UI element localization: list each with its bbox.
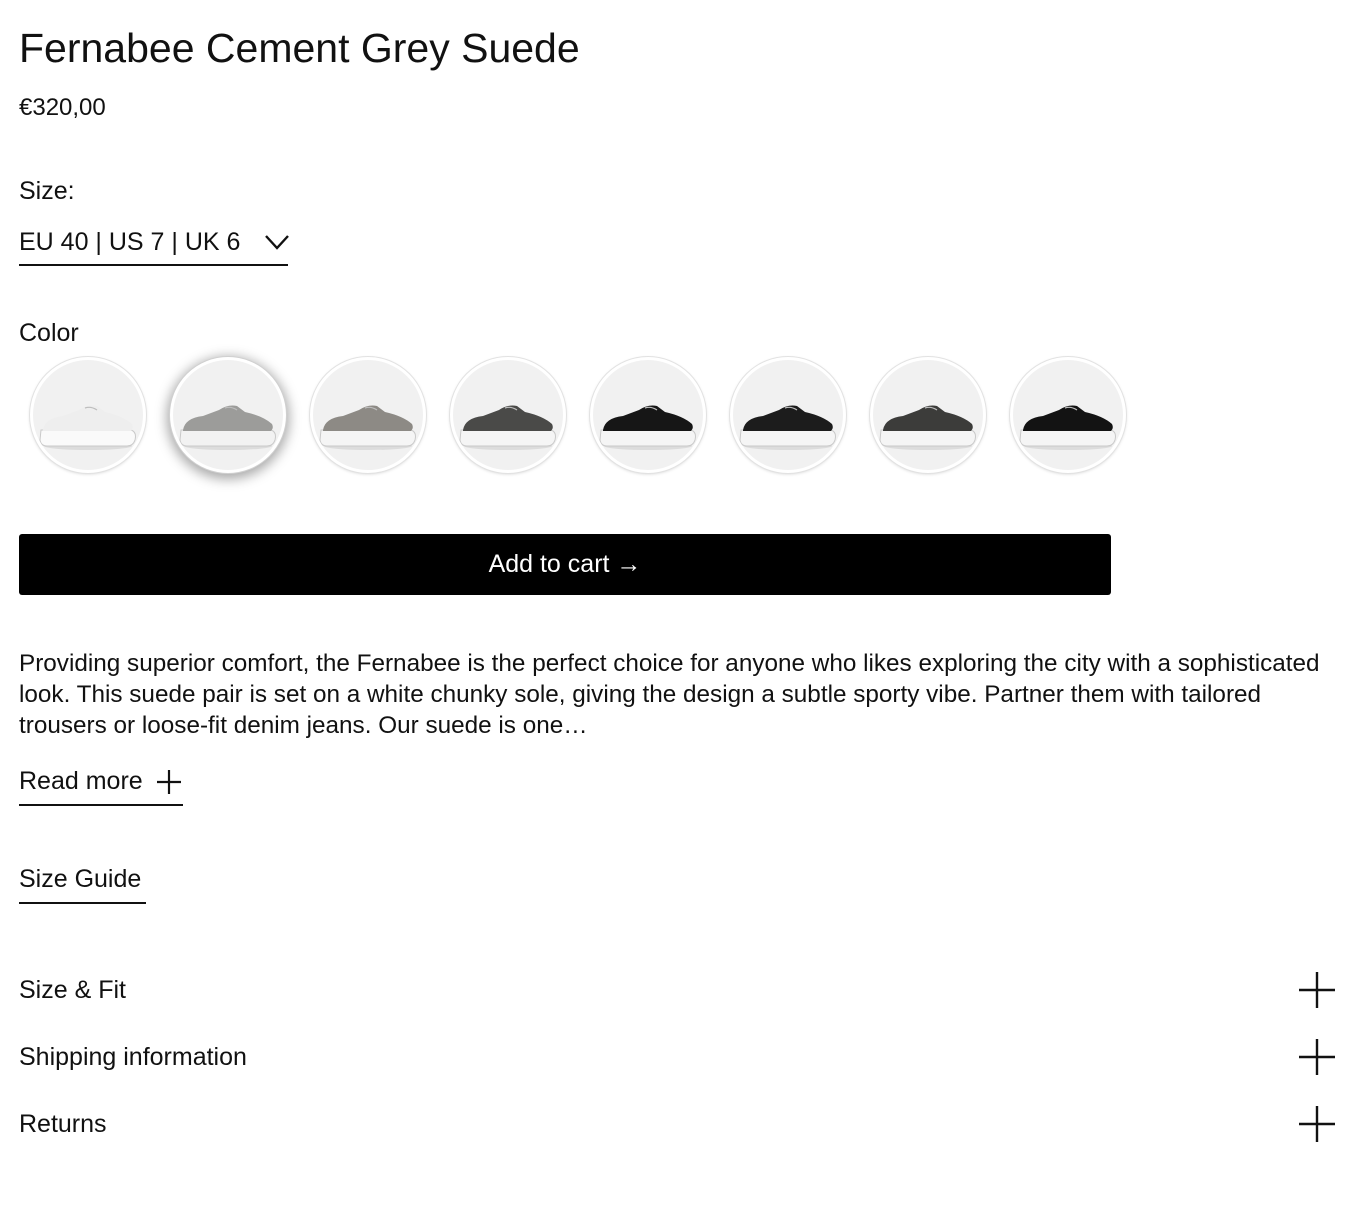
accordion-returns[interactable]	[19, 1100, 1336, 1148]
black-sneaker-icon	[733, 360, 843, 470]
color-swatch[interactable]	[30, 357, 146, 473]
accordion-shipping-information[interactable]	[19, 1033, 1336, 1081]
color-label: Color	[19, 319, 79, 347]
color-swatch[interactable]	[170, 357, 286, 473]
size-selected-value: EU 40 | US 7 | UK 6	[19, 228, 241, 256]
add-to-cart-button[interactable]: Add to cart →	[19, 534, 1111, 595]
size-label: Size:	[19, 177, 75, 205]
product-description: Providing superior comfort, the Fernabee is the perfect choice for anyone who likes exploring the city with a sophisticated look. This suede pair is set on a white chunky sole, giving the design a subtle sporty vibe. Partner them with tailored trousers or loose-fit denim jeans. Our suede is one…	[19, 650, 1320, 739]
product-price: €320,00	[19, 94, 106, 121]
size-guide-link[interactable]: Size Guide	[19, 863, 146, 904]
plus-icon	[156, 769, 182, 795]
chevron-down-icon	[263, 233, 291, 251]
color-swatch[interactable]	[590, 357, 706, 473]
read-more-link[interactable]	[19, 764, 183, 806]
color-swatch[interactable]	[1010, 357, 1126, 473]
plus-icon	[1298, 1038, 1336, 1076]
black-sneaker-icon	[1013, 360, 1123, 470]
read-more-label: Read more	[19, 767, 143, 795]
plus-icon	[1298, 971, 1336, 1009]
color-swatch[interactable]	[310, 357, 426, 473]
cement-grey-sneaker-icon	[173, 360, 283, 470]
product-title: Fernabee Cement Grey Suede	[19, 25, 580, 71]
color-swatch[interactable]	[730, 357, 846, 473]
black-sneaker-icon	[593, 360, 703, 470]
charcoal-sneaker-icon	[873, 360, 983, 470]
plus-icon	[1298, 1105, 1336, 1143]
grey-sneaker-icon	[313, 360, 423, 470]
size-select[interactable]	[19, 226, 288, 266]
accordion-size-fit[interactable]	[19, 966, 1336, 1014]
dark-grey-sneaker-icon	[453, 360, 563, 470]
color-swatch[interactable]	[870, 357, 986, 473]
accordion-label: Shipping information	[19, 1043, 247, 1071]
accordion-label: Returns	[19, 1110, 107, 1138]
accordion-label: Size & Fit	[19, 976, 126, 1004]
white-sneaker-icon	[33, 360, 143, 470]
color-swatch[interactable]	[450, 357, 566, 473]
